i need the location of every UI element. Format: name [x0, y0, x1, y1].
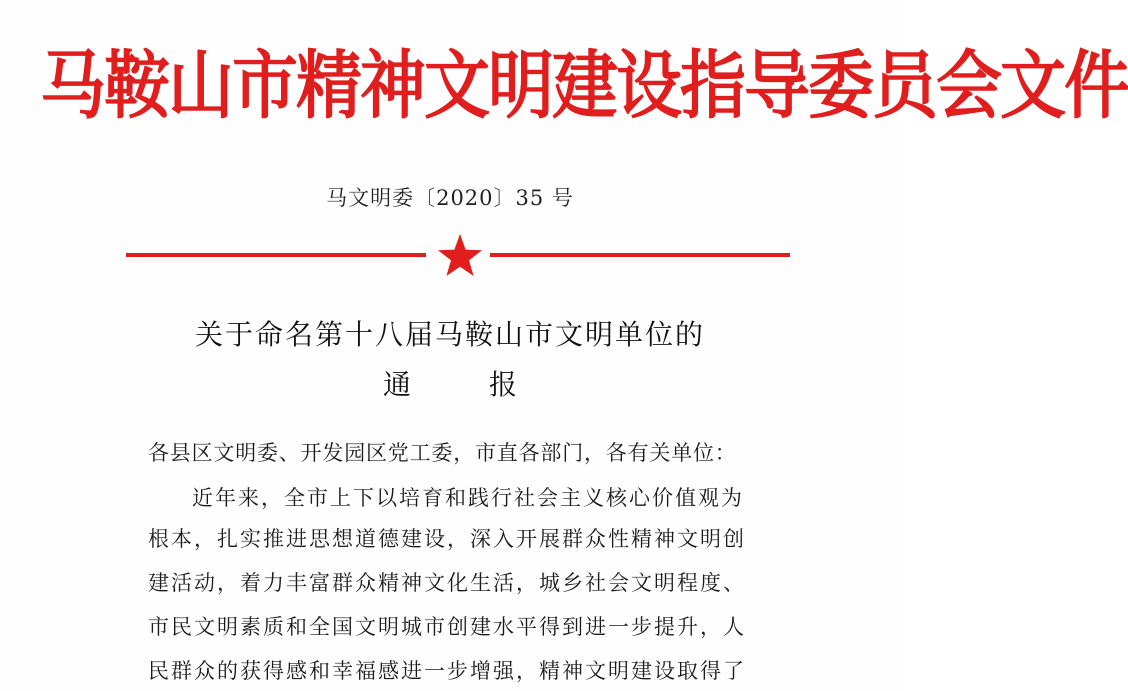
notice-title-char-2: 报	[489, 368, 518, 401]
body-text-line: 市民文明素质和全国文明城市创建水平得到进一步提升，人	[148, 615, 746, 639]
notice-title-char-1: 通	[382, 368, 411, 401]
star-icon	[436, 232, 484, 278]
document-number: 马文明委〔2020〕35 号	[326, 186, 574, 210]
body-text-line: 近年来，全市上下以培育和践行社会主义核心价值观为	[192, 486, 744, 510]
addressee-line: 各县区文明委、开发园区党工委，市直各部门，各有关单位：	[148, 441, 737, 465]
body-text-line: 民群众的获得感和幸福感进一步增强，精神文明建设取得了	[148, 659, 746, 683]
red-divider-right	[490, 253, 790, 257]
notice-title-line2	[0, 363, 900, 403]
red-divider-left	[126, 253, 426, 257]
notice-title-line1: 关于命名第十八届马鞍山市文明单位的	[194, 318, 705, 351]
issuer-masthead: 马鞍山市精神文明建设指导委员会文件	[40, 41, 1128, 129]
body-text-line: 建活动，着力丰富群众精神文化生活，城乡社会文明程度、	[148, 571, 746, 595]
body-text-line: 根本，扎实推进思想道德建设，深入开展群众性精神文明创	[148, 527, 746, 551]
